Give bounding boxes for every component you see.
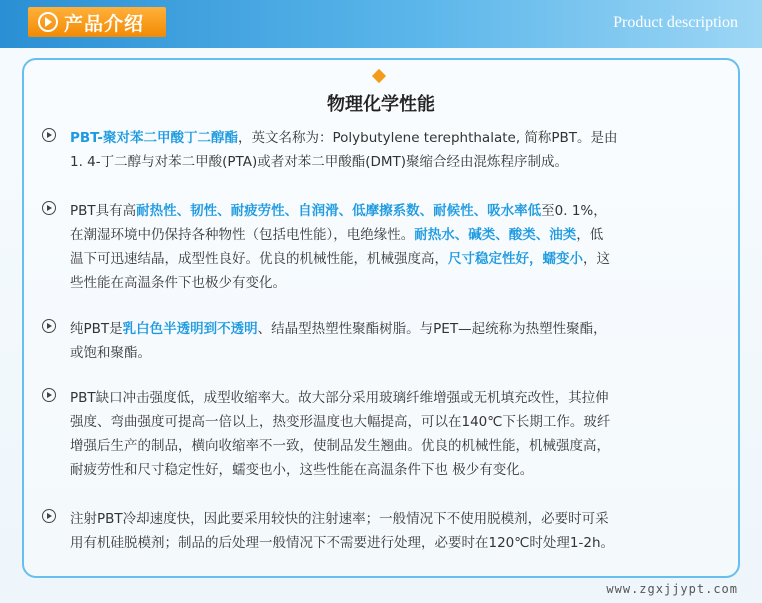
banner-title: 产品介绍 <box>64 12 145 35</box>
list-item <box>42 199 702 295</box>
body-text: 温下可迅速结晶，成型性良好。优良的机械性能，机械强度高， <box>70 251 448 267</box>
body-text: PBT具有高 <box>70 203 137 219</box>
text-line <box>70 531 702 555</box>
text-line <box>70 126 702 150</box>
highlight-text: 乳白色半透明到不透明 <box>122 321 258 337</box>
list-item <box>42 317 702 365</box>
body-text: 增强后生产的制品，横向收缩率不一致，使制品发生翘曲。优良的机械性能，机械强度高， <box>70 438 610 454</box>
body-text: 纯PBT是 <box>70 321 123 337</box>
body-text: 用有机硅脱模剂；制品的后处理一般情况下不需要进行处理，必要时在120℃时处理1-2h。 <box>70 535 615 551</box>
play-circle-icon <box>42 201 56 215</box>
text-line <box>70 458 702 482</box>
body-text: 至0. 1%， <box>541 203 607 219</box>
body-text: 注射PBT冷却速度快，因此要采用较快的注射速率；一般情况下不使用脱模剂，必要时可采 <box>70 511 609 527</box>
watermark: www.zgxjjypt.com <box>606 582 738 596</box>
body-text: 耐疲劳性和尺寸稳定性好，蠕变也小，这些性能在高温条件下也 极少有变化。 <box>70 462 534 478</box>
body-text: PBT缺口冲击强度低，成型收缩率大。故大部分采用玻璃纤维增强或无机填充改性，其拉伸 <box>70 390 609 406</box>
banner-tab <box>28 7 166 37</box>
text-line <box>70 410 702 434</box>
highlight-text: 耐热性、韧性、耐疲劳性、自润滑、低摩擦系数、耐候性、吸水率低 <box>136 203 542 219</box>
highlight-text: 尺寸稳定性好，蠕变小 <box>448 251 583 267</box>
body-text: 1. 4-丁二醇与对苯二甲酸(PTA)或者对苯二甲酸酯(DMT)聚缩合经由混炼程序制成。 <box>70 154 569 170</box>
item-text <box>70 317 702 365</box>
header-banner <box>0 0 762 48</box>
text-line <box>70 199 702 223</box>
section-title: 物理化学性能 <box>327 94 435 115</box>
item-text <box>70 507 702 555</box>
play-circle-icon <box>42 388 56 402</box>
body-text: 些性能在高温条件下也极少有变化。 <box>70 275 286 291</box>
body-text: ，低 <box>576 227 604 243</box>
item-text <box>70 199 702 295</box>
item-text <box>70 126 702 174</box>
highlight-text: PBT-聚对苯二甲酸丁二醇酯 <box>70 130 239 146</box>
body-text: 、结晶型热塑性聚酯树脂。与PET—起统称为热塑性聚酯， <box>257 321 607 337</box>
banner-subtitle: Product description <box>613 14 738 31</box>
highlight-text: 耐热水、碱类、酸类、油类 <box>414 227 577 243</box>
text-line <box>70 507 702 531</box>
play-circle-icon <box>42 509 56 523</box>
play-circle-icon <box>38 12 58 32</box>
body-text: ，英文名称为：Polybutylene terephthalate, 简称PBT。是由 <box>238 130 618 146</box>
text-line <box>70 150 702 174</box>
list-item <box>42 126 702 174</box>
list-item <box>42 507 702 555</box>
text-line <box>70 317 702 341</box>
body-text: 强度、弯曲强度可提高一倍以上，热变形温度也大幅提高，可以在140℃下长期工作。玻纤 <box>70 414 611 430</box>
list-item <box>42 386 702 482</box>
play-circle-icon <box>42 128 56 142</box>
body-text: 在潮湿环境中仍保持各种物性（包括电性能），电绝缘性。 <box>70 227 415 243</box>
text-line <box>70 247 702 271</box>
body-text: 或饱和聚酯。 <box>70 345 151 361</box>
text-line <box>70 341 702 365</box>
play-circle-icon <box>42 319 56 333</box>
text-line <box>70 271 702 295</box>
text-line <box>70 223 702 247</box>
item-text <box>70 386 702 482</box>
text-line <box>70 386 702 410</box>
text-line <box>70 434 702 458</box>
body-text: ，这 <box>583 251 610 267</box>
